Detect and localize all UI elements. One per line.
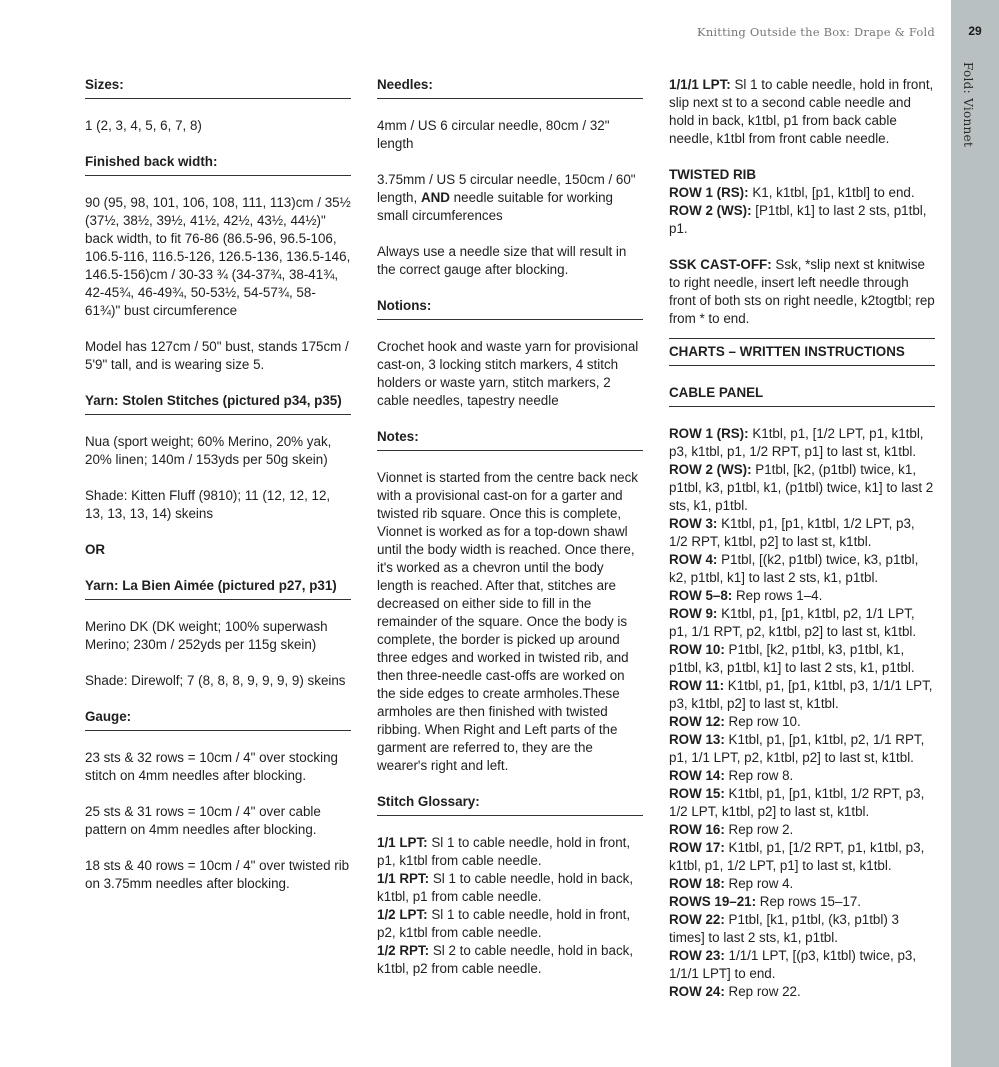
notes-heading: Notes: — [377, 428, 643, 451]
cable-row — [669, 875, 935, 893]
glossary-item — [377, 870, 643, 906]
cable-row — [669, 587, 935, 605]
glossary-def: Sl 1 to cable needle, hold in front, p2, k1tbl from cable needle. — [377, 907, 631, 940]
row-label: ROW 18: — [669, 876, 725, 891]
row-label: ROW 13: — [669, 732, 725, 747]
row-label: ROW 1 (RS): — [669, 426, 749, 441]
row-label: ROW 24: — [669, 984, 725, 999]
row-text: K1tbl, p1, [1/2 RPT, p1, k1tbl, p3, k1tbl, p1, 1/2 LPT, p1] to last st, k1tbl. — [669, 840, 925, 873]
cable-row — [669, 605, 935, 641]
row-label: ROW 2 (WS): — [669, 462, 752, 477]
glossary-item-lpt — [669, 76, 935, 148]
charts-heading-wrap — [669, 338, 935, 366]
cable-row — [669, 713, 935, 731]
cable-row — [669, 785, 935, 821]
row-label: ROW 9: — [669, 606, 718, 621]
page-number: 29 — [968, 24, 982, 38]
row-label: ROW 14: — [669, 768, 725, 783]
ssk-text: Ssk, *slip next st knitwise to right needle, insert left needle through front of both sts on right needle, k2togtbl; rep from * to end. — [669, 257, 935, 326]
row-text: Rep row 8. — [724, 768, 794, 783]
sizes-value: 1 (2, 3, 4, 5, 6, 7, 8) — [85, 118, 202, 133]
row-text: 1/1/1 LPT, [(p3, k1tbl) twice, p3, 1/1/1 LPT] to end. — [669, 948, 917, 981]
cable-row — [669, 551, 935, 587]
ssk-cast-off — [669, 256, 935, 328]
row-text: Rep rows 15–17. — [756, 894, 862, 909]
model-info: Model has 127cm / 50" bust, stands 175cm / 5'9" tall, and is wearing size 5. — [85, 339, 349, 372]
row-label: ROW 23: — [669, 948, 725, 963]
glossary-term: 1/1 LPT: — [377, 835, 428, 850]
row-label: ROW 4: — [669, 552, 718, 567]
row-text: K1tbl, p1, [p1, k1tbl, p2, 1/1 LPT, p1, 1/1 RPT, p2, k1tbl, p2] to last st, k1tbl. — [669, 606, 917, 639]
gauge-1: 23 sts & 32 rows = 10cm / 4" over stocking stitch on 4mm needles after blocking. — [85, 750, 338, 783]
row-text: Rep row 2. — [724, 822, 794, 837]
cable-row — [669, 641, 935, 677]
cable-row — [669, 911, 935, 947]
row-label: ROW 10: — [669, 642, 725, 657]
needles-1: 4mm / US 6 circular needle, 80cm / 32" length — [377, 118, 610, 151]
needles-heading: Needles: — [377, 76, 643, 99]
cable-row — [669, 983, 935, 1001]
ssk-label: SSK CAST-OFF: — [669, 257, 772, 272]
glossary-list — [377, 834, 643, 978]
yarn1-heading: Yarn: Stolen Stitches (pictured p34, p35) — [85, 392, 351, 415]
twisted-rib-rows — [669, 184, 935, 238]
needles-3: Always use a needle size that will result in the correct gauge after blocking. — [377, 244, 627, 277]
row-text: K1tbl, p1, [1/2 LPT, p1, k1tbl, p3, k1tbl, p1, 1/2 RPT, p1] to last st, k1tbl. — [669, 426, 924, 459]
cable-row — [669, 947, 935, 983]
cable-row — [669, 821, 935, 839]
column-instructions — [669, 76, 935, 1001]
yarn1-description: Nua (sport weight; 60% Merino, 20% yak, 20% linen; 140m / 153yds per 50g skein) — [85, 434, 332, 467]
cable-row — [669, 839, 935, 875]
cable-row — [669, 515, 935, 551]
side-tab — [951, 0, 999, 1067]
gauge-heading: Gauge: — [85, 708, 351, 731]
glossary-term: 1/2 LPT: — [377, 907, 428, 922]
row-text: P1tbl, [k2, p1tbl, k3, p1tbl, k1, p1tbl, k3, p1tbl, k1] to last 2 sts, k1, p1tbl. — [669, 642, 915, 675]
gauge-2: 25 sts & 31 rows = 10cm / 4" over cable pattern on 4mm needles after blocking. — [85, 804, 321, 837]
row-label: ROW 16: — [669, 822, 725, 837]
glossary-def: Sl 1 to cable needle, hold in back, k1tbl, p1 from cable needle. — [377, 871, 634, 904]
or-label: OR — [85, 542, 106, 557]
charts-heading: CHARTS – WRITTEN INSTRUCTIONS — [669, 343, 935, 366]
cable-row — [669, 677, 935, 713]
row-text: [P1tbl, k1] to last 2 sts, p1tbl, p1. — [669, 203, 927, 236]
row-label: ROW 15: — [669, 786, 725, 801]
needles-2-rest: needle suitable for working small circumferences — [377, 190, 613, 223]
glossary-item — [377, 834, 643, 870]
cable-row — [669, 731, 935, 767]
row-label: ROW 11: — [669, 678, 725, 693]
notions-text: Crochet hook and waste yarn for provisional cast-on, 3 locking stitch markers, 4 stitch holders or waste yarn, stitch markers, 2 cable needles, tapestry needle — [377, 339, 639, 408]
finished-width-value: 90 (95, 98, 101, 106, 108, 111, 113)cm / 35½ (37½, 38½, 39½, 41½, 42½, 43½, 44½)" back width, to fit 76-86 (86.5-96, 96.5-106, 106.5-116, 116.5-126, 126.5-136, 136.5-146, 146.5-156)cm / 30-33 ¾ (34-37¾, 38-41¾, 42-45¾, 46-49¾, 50-53½, 54-57¾, 58-61¾)" bust circumference — [85, 195, 351, 318]
row-text: Rep row 22. — [724, 984, 801, 999]
row-label: ROW 1 (RS): — [669, 185, 749, 200]
finished-width-heading: Finished back width: — [85, 153, 351, 176]
glossary-term: 1/2 RPT: — [377, 943, 430, 958]
row-text: P1tbl, [k2, (p1tbl) twice, k1, p1tbl, k3, p1tbl, k1, (p1tbl) twice, k1] to last 2 sts, k1, p1tbl. — [669, 462, 934, 513]
notions-heading: Notions: — [377, 297, 643, 320]
row-text: P1tbl, [(k2, p1tbl) twice, k3, p1tbl, k2, p1tbl, k1] to last 2 sts, k1, p1tbl. — [669, 552, 919, 585]
needles-2-text: 3.75mm / US 5 circular needle, 150cm / 60" length, — [377, 172, 636, 205]
row-text: K1tbl, p1, [p1, k1tbl, p2, 1/1 RPT, p1, 1/1 LPT, p2, k1tbl, p2] to last st, k1tbl. — [669, 732, 925, 765]
running-head: Knitting Outside the Box: Drape & Fold — [697, 25, 935, 39]
notes-text: Vionnet is started from the centre back neck with a provisional cast-on for a garter and twisted rib square. Once this is complete, Vionnet is worked as for a top-down shawl until the body width is reached. Once there, it's worked as a chevron until the body length is reached. After that, stitches are decreased on either side to fill in the remainder of the square. Once the body is complete, the border is picked up around three edges and worked in twisted rib, and then three-needle cast-offs are worked on the side edges to create armholes.These armholes are then finished with twisted ribbing. When Right and Left parts of the garment are referred to, they are the wearer's right and left. — [377, 470, 639, 773]
row-text: Rep row 10. — [724, 714, 801, 729]
row-text: Rep row 4. — [724, 876, 794, 891]
yarn2-heading: Yarn: La Bien Aimée (pictured p27, p31) — [85, 577, 351, 600]
yarn1-shade: Shade: Kitten Fluff (9810); 11 (12, 12, 12, 13, 13, 13, 14) skeins — [85, 488, 331, 521]
row-text: K1tbl, p1, [p1, k1tbl, 1/2 LPT, p3, 1/2 RPT, k1tbl, p2] to last st, k1tbl. — [669, 516, 915, 549]
cable-row — [669, 461, 935, 515]
glossary-def: Sl 1 to cable needle, hold in front, slip next st to a second cable needle and hold in back, k1tbl, p1 from back cable needle, k1tbl from front cable needle. — [669, 77, 934, 146]
row-text: Rep rows 1–4. — [732, 588, 823, 603]
yarn2-shade: Shade: Direwolf; 7 (8, 8, 8, 9, 9, 9, 9) skeins — [85, 673, 346, 688]
glossary-item — [377, 906, 643, 942]
column-materials — [377, 76, 643, 978]
cable-panel-rows — [669, 425, 935, 1001]
column-specs — [85, 76, 351, 893]
row-label: ROWS 19–21: — [669, 894, 757, 909]
row-label: ROW 17: — [669, 840, 725, 855]
glossary-def: Sl 1 to cable needle, hold in front, p1, k1tbl from cable needle. — [377, 835, 631, 868]
row-label: ROW 12: — [669, 714, 725, 729]
cable-row — [669, 893, 935, 911]
yarn2-description: Merino DK (DK weight; 100% superwash Merino; 230m / 252yds per 115g skein) — [85, 619, 328, 652]
sizes-heading: Sizes: — [85, 76, 351, 99]
row-text: K1tbl, p1, [p1, k1tbl, p3, 1/1/1 LPT, p3, k1tbl, p2] to last st, k1tbl. — [669, 678, 933, 711]
row-label: ROW 22: — [669, 912, 725, 927]
twisted-rib-heading: TWISTED RIB — [669, 167, 757, 182]
row-label: ROW 3: — [669, 516, 718, 531]
glossary-heading: Stitch Glossary: — [377, 793, 643, 816]
side-title: Fold: Vionnet — [961, 62, 975, 148]
row-label: ROW 2 (WS): — [669, 203, 752, 218]
twisted-rib-row — [669, 184, 935, 202]
glossary-def: Sl 2 to cable needle, hold in back, k1tbl, p2 from cable needle. — [377, 943, 634, 976]
row-text: K1tbl, p1, [p1, k1tbl, 1/2 RPT, p3, 1/2 LPT, k1tbl, p2] to last st, k1tbl. — [669, 786, 925, 819]
cable-row — [669, 425, 935, 461]
needles-2 — [377, 171, 643, 225]
row-text: K1, k1tbl, [p1, k1tbl] to end. — [748, 185, 915, 200]
cable-panel-heading: CABLE PANEL — [669, 384, 935, 407]
glossary-term: 1/1 RPT: — [377, 871, 430, 886]
glossary-term: 1/1/1 LPT: — [669, 77, 731, 92]
needles-2-and: AND — [420, 190, 450, 205]
row-label: ROW 5–8: — [669, 588, 733, 603]
row-text: P1tbl, [k1, p1tbl, (k3, p1tbl) 3 times] to last 2 sts, k1, p1tbl. — [669, 912, 899, 945]
twisted-rib-row — [669, 202, 935, 238]
cable-row — [669, 767, 935, 785]
glossary-item — [377, 942, 643, 978]
gauge-3: 18 sts & 40 rows = 10cm / 4" over twisted rib on 3.75mm needles after blocking. — [85, 858, 350, 891]
